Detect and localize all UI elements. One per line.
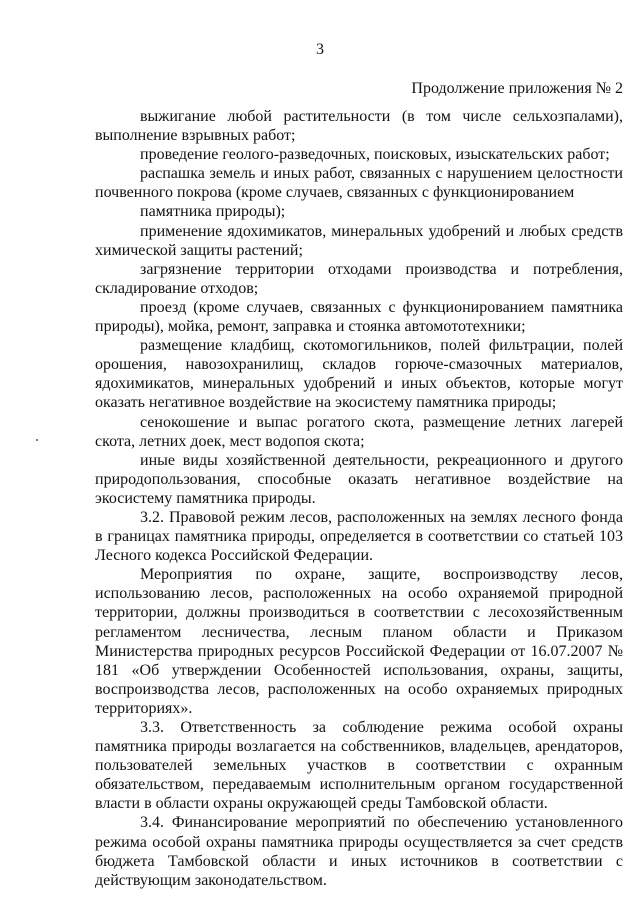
page-number: 3 [316, 41, 324, 58]
paragraph-geological-works: проведение геолого-разведочных, поисковых, изыскательских работ; [140, 146, 610, 164]
document-body [95, 107, 623, 890]
paragraph-other-activities: иные виды хозяйственной деятельности, рекреационного и другого природопользования, способные оказать негативное воздействие на экосистему памятника природы. [95, 451, 623, 507]
scan-speck [36, 439, 38, 441]
paragraph-3-4: 3.4. Финансирование мероприятий по обеспечению установленного режима особой охраны памятника природы осуществляется за счет средств бюджета Тамбовской области и иных источников в соответствии с действующим законодательством. [95, 814, 623, 889]
paragraph-pollution: загрязнение территории отходами производства и потребления, складирование отходов; [95, 260, 623, 297]
paragraph-forest-measures: Мероприятия по охране, защите, воспроизводству лесов, использованию лесов, расположенных на особо охраняемой природной территории, должны производиться в соответствии с лесохозяйственным регламентом лесничества, лесным планом области и Приказом Министерства природных ресурсов Российской Федерации от 16.07.2007 № 181 «Об утверждении Особенностей использования, охраны, защиты, воспроизводства лесов, расположенных на особо охраняемых природных территориях». [95, 566, 623, 717]
paragraph-plowing-continued: памятника природы); [140, 203, 286, 221]
paragraph-chemicals: применение ядохимикатов, минеральных удобрений и любых средств химической защиты растений; [95, 222, 623, 259]
appendix-continuation-note: Продолжение приложения № 2 [411, 80, 623, 97]
paragraph-3-2: 3.2. Правовой режим лесов, расположенных на землях лесного фонда в границах памятника природы, определяется в соответствии со статьей 103 Лесного кодекса Российской Федерации. [95, 508, 623, 565]
paragraph-burning: выжигание любой растительности (в том числе сельхозпалами), выполнение взрывных работ; [95, 108, 623, 145]
paragraph-vehicles: проезд (кроме случаев, связанных с функционированием памятника природы), мойка, ремонт, заправка и стоянка автомототехники; [95, 298, 623, 336]
paragraph-plowing: распашка земель и иных работ, связанных с нарушением целостности почвенного покрова (кроме случаев, связанных с функционированием [95, 165, 623, 202]
paragraph-placement-objects: размещение кладбищ, скотомогильников, полей фильтрации, полей орошения, навозохранилищ, складов горюче-смазочных материалов, ядохимикатов, минеральных удобрений и иных объектов, которые могут оказать негативное воздействие на экосистему памятника природы; [95, 337, 623, 412]
paragraph-3-3: 3.3. Ответственность за соблюдение режима особой охраны памятника природы возлагается на собственников, владельцев, арендаторов, пользователей земельных участков в соответствии с охранным обязательством, передаваемым исполнительным органом государственной власти в области охраны окружающей среды Тамбовской области. [95, 719, 623, 813]
paragraph-haymaking-grazing: сенокошение и выпас рогатого скота, размещение летних лагерей скота, летних доек, мест водопоя скота; [95, 413, 623, 450]
